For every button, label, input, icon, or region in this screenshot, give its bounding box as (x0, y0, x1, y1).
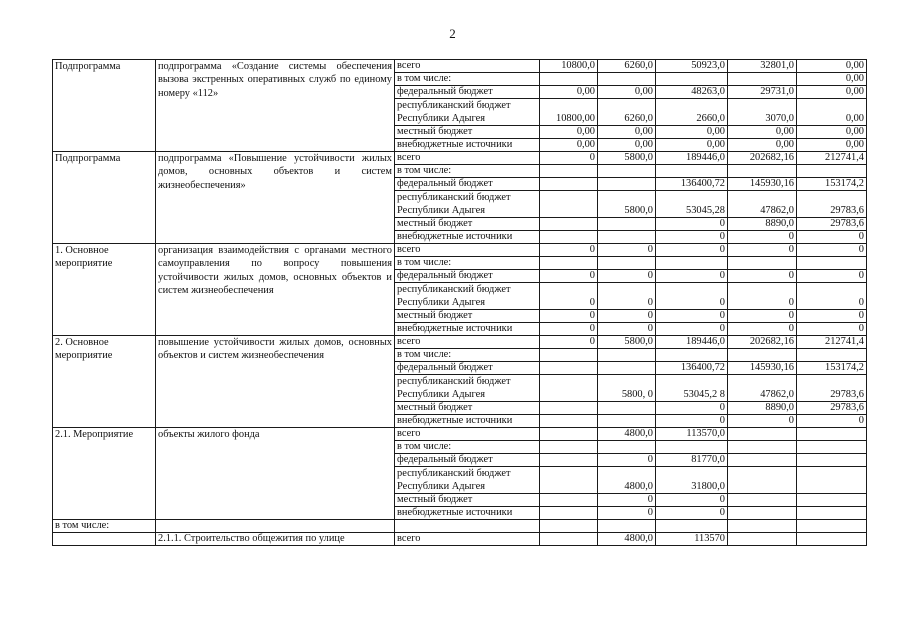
value-cell: 0,00 (656, 126, 728, 139)
value-cell (797, 454, 867, 467)
value-cell (540, 165, 598, 178)
value-cell (656, 441, 728, 454)
empty-cell (728, 520, 797, 533)
value-cell (728, 257, 797, 270)
value-cell (540, 362, 598, 375)
value-cell: 0 (540, 270, 598, 283)
value-cell: 81770,0 (656, 454, 728, 467)
value-cell: 48263,0 (656, 86, 728, 99)
value-cell (540, 494, 598, 507)
value-cell: 202682,16 (728, 336, 797, 349)
value-cell: 0 (540, 323, 598, 336)
value-cell: 29783,6 (797, 218, 867, 231)
value-cell (540, 231, 598, 244)
value-cell (728, 507, 797, 520)
funding-source-cell: местный бюджет (395, 218, 540, 231)
value-cell: 6260,0 (598, 60, 656, 73)
value-cell: 0 (656, 507, 728, 520)
value-cell: 0,00 (598, 126, 656, 139)
program-name-cell: подпрограмма «Создание системы обеспечения вызова экстренных оперативных служб по единому номеру «112» (156, 60, 395, 152)
funding-source-cell: федеральный бюджет (395, 178, 540, 191)
value-cell: 0 (656, 402, 728, 415)
value-cell (598, 257, 656, 270)
value-cell: 0 (728, 283, 797, 310)
value-cell: 0,00 (598, 86, 656, 99)
value-cell: 0,00 (728, 139, 797, 152)
value-cell (728, 73, 797, 86)
value-cell (598, 231, 656, 244)
table-row (53, 152, 867, 165)
value-cell (797, 349, 867, 362)
value-cell (540, 257, 598, 270)
value-cell (540, 375, 598, 402)
funding-source-cell: всего (395, 428, 540, 441)
value-cell (797, 428, 867, 441)
value-cell (598, 349, 656, 362)
value-cell (540, 218, 598, 231)
value-cell: 0,00 (797, 60, 867, 73)
value-cell: 0 (598, 507, 656, 520)
value-cell (797, 441, 867, 454)
value-cell: 0 (728, 244, 797, 257)
value-cell (540, 349, 598, 362)
page-number: 2 (449, 26, 456, 41)
value-cell (540, 191, 598, 218)
value-cell: 8890,0 (728, 402, 797, 415)
funding-source-cell: местный бюджет (395, 494, 540, 507)
value-cell: 113570 (656, 533, 728, 546)
funding-source-cell: всего (395, 60, 540, 73)
value-cell (540, 428, 598, 441)
funding-source-cell: федеральный бюджет (395, 270, 540, 283)
value-cell (540, 467, 598, 494)
value-cell: 29731,0 (728, 86, 797, 99)
value-cell: 0 (598, 454, 656, 467)
value-cell: 0 (656, 323, 728, 336)
funding-source-cell: в том числе: (395, 257, 540, 270)
program-name-cell: 2.1.1. Строительство общежития по улице (156, 533, 395, 546)
value-cell (728, 494, 797, 507)
value-cell: 5800,0 (598, 152, 656, 165)
value-cell: 153174,2 (797, 362, 867, 375)
value-cell: 0,00 (797, 73, 867, 86)
value-cell: 4800,0 (598, 533, 656, 546)
value-cell: 0 (656, 494, 728, 507)
empty-cell (395, 520, 540, 533)
value-cell: 0 (797, 231, 867, 244)
funding-source-cell: внебюджетные источники (395, 231, 540, 244)
value-cell (656, 257, 728, 270)
value-cell: 5800, 0 (598, 375, 656, 402)
value-cell: 189446,0 (656, 152, 728, 165)
program-type-cell: Подпрограмма (53, 60, 156, 152)
value-cell: 0 (797, 283, 867, 310)
funding-source-cell: федеральный бюджет (395, 454, 540, 467)
value-cell: 0 (656, 244, 728, 257)
funding-source-cell: всего (395, 336, 540, 349)
value-cell: 0,00 (797, 86, 867, 99)
value-cell: 145930,16 (728, 362, 797, 375)
value-cell: 189446,0 (656, 336, 728, 349)
funding-source-cell: местный бюджет (395, 310, 540, 323)
value-cell (728, 467, 797, 494)
value-cell: 3070,0 (728, 99, 797, 126)
value-cell: 0 (656, 283, 728, 310)
value-cell: 0 (797, 244, 867, 257)
empty-cell (156, 520, 395, 533)
value-cell (728, 428, 797, 441)
program-type-cell: 1. Основное мероприятие (53, 244, 156, 336)
value-cell: 0,00 (540, 126, 598, 139)
program-name-cell: объекты жилого фонда (156, 428, 395, 520)
value-cell: 0 (656, 310, 728, 323)
funding-source-cell: республиканский бюджет Республики Адыгея (395, 467, 540, 494)
value-cell: 0 (540, 244, 598, 257)
value-cell (728, 533, 797, 546)
value-cell (656, 349, 728, 362)
funding-source-cell: республиканский бюджет Республики Адыгея (395, 99, 540, 126)
value-cell: 50923,0 (656, 60, 728, 73)
empty-cell (656, 520, 728, 533)
value-cell (540, 454, 598, 467)
value-cell (598, 73, 656, 86)
value-cell (797, 165, 867, 178)
empty-cell (540, 520, 598, 533)
value-cell: 10800,0 (540, 60, 598, 73)
program-type-cell: 2.1. Мероприятие (53, 428, 156, 520)
program-name-cell: повышение устойчивости жилых домов, основных объектов и систем жизнеобеспечения (156, 336, 395, 428)
value-cell (728, 349, 797, 362)
value-cell (598, 178, 656, 191)
funding-source-cell: республиканский бюджет Республики Адыгея (395, 375, 540, 402)
value-cell: 4800,0 (598, 467, 656, 494)
funding-source-cell: внебюджетные источники (395, 139, 540, 152)
value-cell: 0 (656, 270, 728, 283)
value-cell: 212741,4 (797, 336, 867, 349)
value-cell: 0 (598, 244, 656, 257)
value-cell (598, 402, 656, 415)
empty-cell (797, 520, 867, 533)
value-cell: 4800,0 (598, 428, 656, 441)
value-cell (656, 165, 728, 178)
value-cell (540, 73, 598, 86)
value-cell: 0 (728, 323, 797, 336)
funding-source-cell: внебюджетные источники (395, 415, 540, 428)
value-cell: 0,00 (540, 86, 598, 99)
value-cell: 0 (598, 310, 656, 323)
funding-source-cell: в том числе: (395, 165, 540, 178)
value-cell: 47862,0 (728, 191, 797, 218)
value-cell: 136400,72 (656, 362, 728, 375)
value-cell: 0 (656, 218, 728, 231)
value-cell: 6260,0 (598, 99, 656, 126)
value-cell: 0 (797, 323, 867, 336)
value-cell (598, 441, 656, 454)
table-row (53, 520, 867, 533)
value-cell: 0,00 (728, 126, 797, 139)
budget-table (52, 59, 867, 546)
value-cell: 31800,0 (656, 467, 728, 494)
value-cell: 29783,6 (797, 402, 867, 415)
funding-source-cell: всего (395, 244, 540, 257)
value-cell: 5800,0 (598, 336, 656, 349)
value-cell: 29783,6 (797, 191, 867, 218)
value-cell: 212741,4 (797, 152, 867, 165)
value-cell: 32801,0 (728, 60, 797, 73)
value-cell (598, 415, 656, 428)
value-cell: 0 (728, 310, 797, 323)
program-type-cell: 2. Основное мероприятие (53, 336, 156, 428)
program-name-cell: организация взаимодействия с органами местного самоуправления по вопросу повышения устойчивости жилых домов, основных объектов и систем жизнеобеспечения (156, 244, 395, 336)
program-name-cell: подпрограмма «Повышение устойчивости жилых домов, основных объектов и систем жизнеобеспечения» (156, 152, 395, 244)
funding-source-cell: республиканский бюджет Республики Адыгея (395, 191, 540, 218)
value-cell: 0,00 (540, 139, 598, 152)
value-cell (540, 441, 598, 454)
funding-source-cell: внебюджетные источники (395, 323, 540, 336)
empty-cell (598, 520, 656, 533)
table-row (53, 533, 867, 546)
value-cell: 0 (598, 283, 656, 310)
funding-source-cell: всего (395, 152, 540, 165)
funding-source-cell: внебюджетные источники (395, 507, 540, 520)
value-cell (598, 165, 656, 178)
value-cell: 8890,0 (728, 218, 797, 231)
value-cell (797, 467, 867, 494)
program-type-cell: Подпрограмма (53, 152, 156, 244)
value-cell: 136400,72 (656, 178, 728, 191)
value-cell: 0 (728, 415, 797, 428)
value-cell: 10800,00 (540, 99, 598, 126)
value-cell: 5800,0 (598, 191, 656, 218)
value-cell: 0 (598, 494, 656, 507)
value-cell (540, 178, 598, 191)
value-cell (598, 362, 656, 375)
funding-source-cell: местный бюджет (395, 402, 540, 415)
table-row (53, 244, 867, 257)
value-cell (540, 415, 598, 428)
value-cell (728, 165, 797, 178)
funding-source-cell: всего (395, 533, 540, 546)
value-cell: 0 (656, 415, 728, 428)
value-cell (598, 218, 656, 231)
value-cell: 0 (540, 283, 598, 310)
value-cell: 0,00 (598, 139, 656, 152)
value-cell (797, 257, 867, 270)
value-cell (797, 533, 867, 546)
value-cell: 0 (540, 152, 598, 165)
empty-cell (53, 533, 156, 546)
value-cell: 0 (797, 310, 867, 323)
value-cell (728, 454, 797, 467)
value-cell: 0 (797, 270, 867, 283)
incl-label-cell: в том числе: (53, 520, 156, 533)
value-cell: 0,00 (797, 99, 867, 126)
value-cell: 0 (797, 415, 867, 428)
value-cell (728, 441, 797, 454)
funding-source-cell: в том числе: (395, 73, 540, 86)
value-cell (797, 507, 867, 520)
value-cell: 153174,2 (797, 178, 867, 191)
value-cell: 53045,2 8 (656, 375, 728, 402)
value-cell: 0 (540, 310, 598, 323)
value-cell: 202682,16 (728, 152, 797, 165)
funding-source-cell: федеральный бюджет (395, 362, 540, 375)
value-cell: 0 (598, 270, 656, 283)
value-cell: 0 (728, 231, 797, 244)
table-row (53, 428, 867, 441)
funding-source-cell: в том числе: (395, 441, 540, 454)
value-cell: 2660,0 (656, 99, 728, 126)
value-cell: 0,00 (797, 139, 867, 152)
value-cell: 29783,6 (797, 375, 867, 402)
funding-source-cell: в том числе: (395, 349, 540, 362)
value-cell: 145930,16 (728, 178, 797, 191)
value-cell: 0 (728, 270, 797, 283)
value-cell (797, 494, 867, 507)
value-cell (540, 507, 598, 520)
value-cell: 0,00 (797, 126, 867, 139)
table-row (53, 60, 867, 73)
funding-source-cell: республиканский бюджет Республики Адыгея (395, 283, 540, 310)
value-cell (540, 402, 598, 415)
value-cell (540, 533, 598, 546)
value-cell: 0 (598, 323, 656, 336)
table-row (53, 336, 867, 349)
value-cell: 0,00 (656, 139, 728, 152)
value-cell (656, 73, 728, 86)
funding-source-cell: федеральный бюджет (395, 86, 540, 99)
value-cell: 53045,28 (656, 191, 728, 218)
value-cell: 0 (540, 336, 598, 349)
funding-source-cell: местный бюджет (395, 126, 540, 139)
value-cell: 0 (656, 231, 728, 244)
value-cell: 113570,0 (656, 428, 728, 441)
value-cell: 47862,0 (728, 375, 797, 402)
